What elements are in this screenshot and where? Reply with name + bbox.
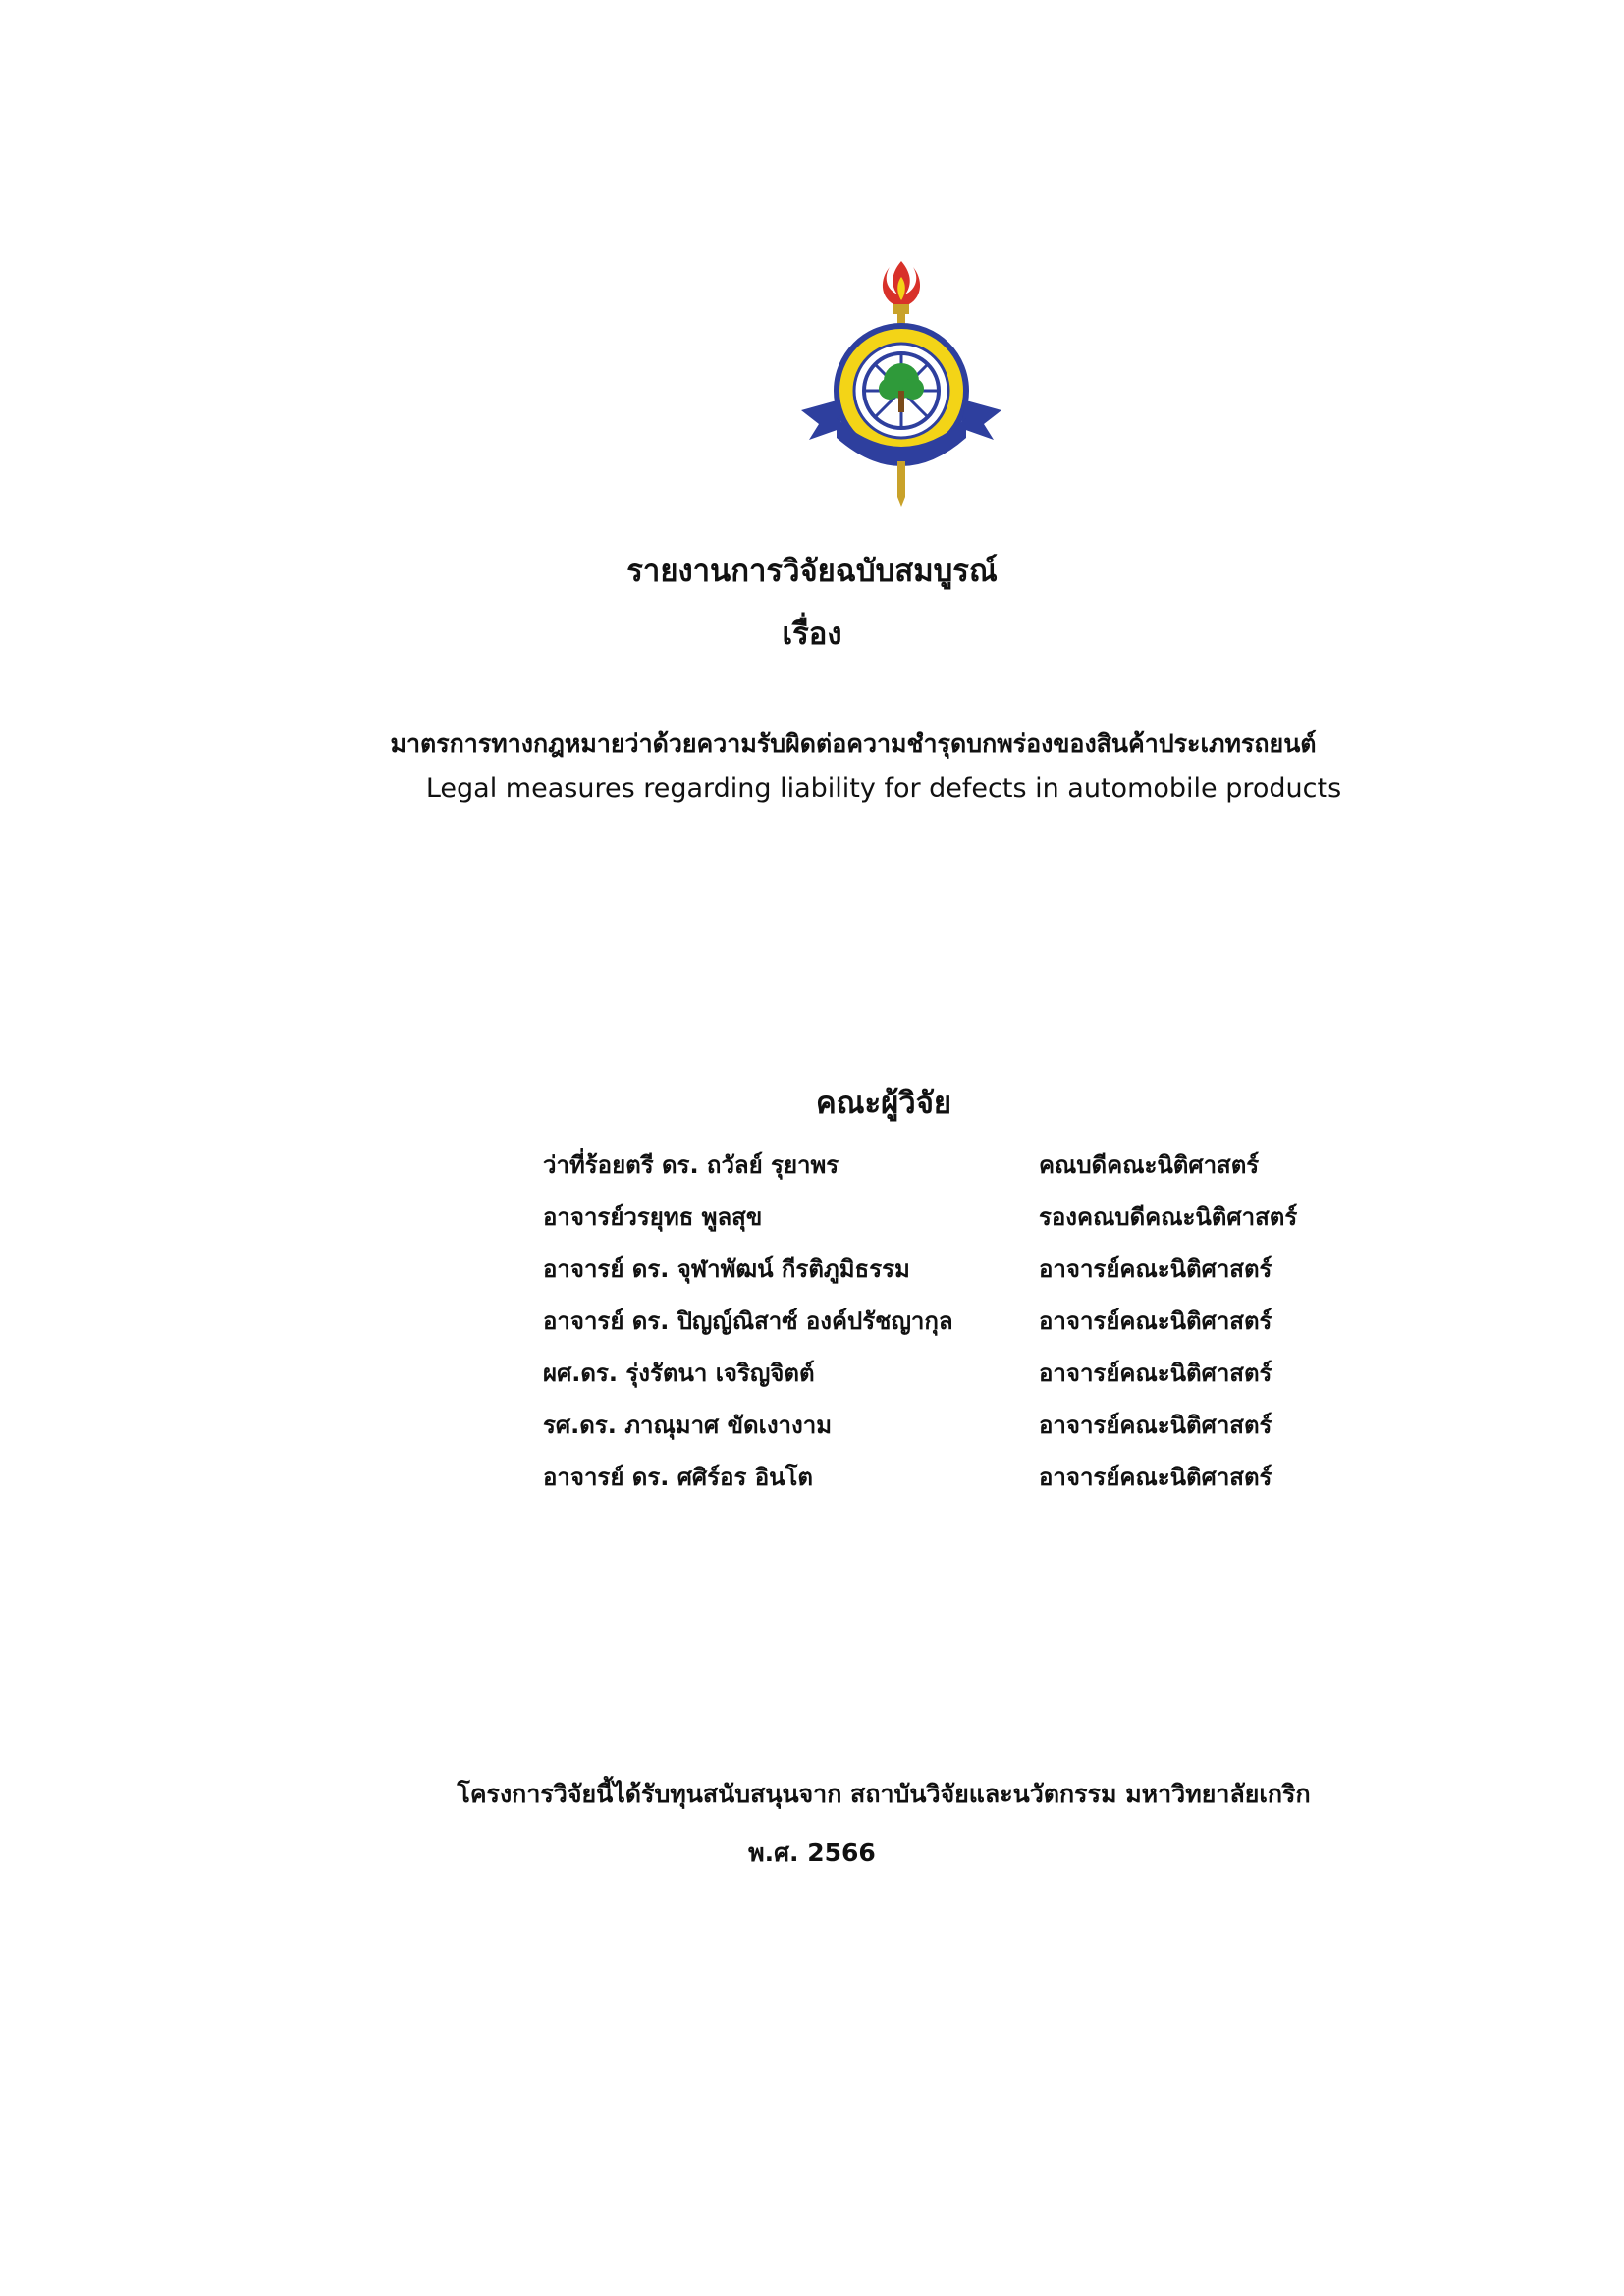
member-role: อาจารย์คณะนิติศาสตร์	[1039, 1308, 1272, 1335]
krirk-university-emblem-icon	[784, 253, 1019, 508]
research-team-heading: คณะผู้วิจัย	[815, 1086, 952, 1121]
member-name: ผศ.ดร. รุ่งรัตนา เจริญจิตต์	[543, 1360, 815, 1387]
member-role: อาจารย์คณะนิติศาสตร์	[1039, 1412, 1272, 1439]
team-member-row	[543, 1139, 1358, 1191]
team-member-row	[543, 1399, 1358, 1451]
member-name: อาจารย์วรยุทธ พูลสุข	[543, 1203, 763, 1231]
member-name: อาจารย์ ดร. จุฬาพัฒน์ กีรติภูมิธรรม	[543, 1255, 910, 1283]
member-role: อาจารย์คณะนิติศาสตร์	[1039, 1360, 1272, 1387]
team-member-row	[543, 1295, 1358, 1347]
subject-label: เรื่อง	[782, 616, 842, 652]
member-name: อาจารย์ ดร. ปิญญ์ณิสาซ์ องค์ปรัชญากุล	[543, 1308, 953, 1335]
publication-year: พ.ศ. 2566	[748, 1839, 876, 1867]
member-name: ว่าที่ร้อยตรี ดร. ถวัลย์ รุยาพร	[543, 1151, 839, 1179]
team-member-row	[543, 1347, 1358, 1399]
thai-topic-title: มาตรการทางกฎหมายว่าด้วยความรับผิดต่อความชำรุดบกพร่องของสินค้าประเภทรถยนต์	[390, 729, 1317, 758]
english-topic-title: Legal measures regarding liability for defects in automobile products	[425, 774, 1342, 804]
member-name: อาจารย์ ดร. ศศิร์อร อินโต	[543, 1464, 814, 1491]
member-name: รศ.ดร. ภาณุมาศ ขัดเงางาม	[543, 1412, 833, 1439]
report-type-title: รายงานการวิจัยฉบับสมบูรณ์	[626, 554, 998, 589]
member-role: อาจารย์คณะนิติศาสตร์	[1039, 1255, 1272, 1283]
research-team-list	[543, 1139, 1358, 1503]
funding-statement: โครงการวิจัยนี้ได้รับทุนสนับสนุนจาก สถาบันวิจัยและนวัตกรรม มหาวิทยาลัยเกริก	[457, 1780, 1311, 1808]
team-member-row	[543, 1191, 1358, 1243]
member-role: รองคณบดีคณะนิติศาสตร์	[1039, 1203, 1298, 1231]
team-member-row	[543, 1243, 1358, 1295]
team-member-row	[543, 1451, 1358, 1503]
member-role: อาจารย์คณะนิติศาสตร์	[1039, 1464, 1272, 1491]
member-role: คณบดีคณะนิติศาสตร์	[1039, 1151, 1260, 1179]
